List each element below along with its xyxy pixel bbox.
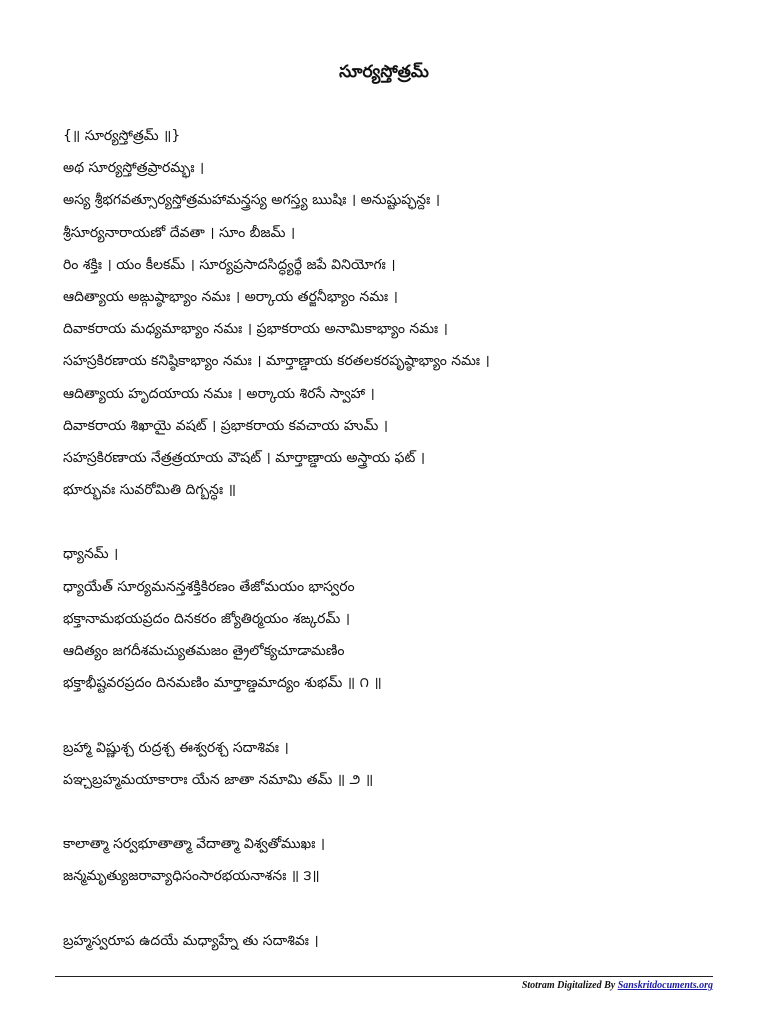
text-line: అస్య శ్రీభగవత్సూర్యస్తోత్రమహామన్త్రస్య అగస్త్య ఋషిః । అనుష్టుప్ఛన్దః । [63,192,441,209]
verse-line: జన్మమృత్యుజరావ్యాధిసంసారభయనాశనః ॥ ౩॥ [63,868,320,885]
stotra-body [63,120,753,989]
section-heading: ధ్యానమ్ । [63,546,119,563]
footer-divider [55,976,713,977]
stanza-dhyanam [63,538,753,699]
stanza-verse-3 [63,828,753,892]
sanskritdocuments-link[interactable]: Sanskritdocuments.org [617,980,713,991]
verse-line: ధ్యాయేత్ సూర్యమనన్తశక్తికిరణం తేజోమయం భాస్వరం [63,578,355,595]
stotra-heading: {॥ సూర్యస్తోత్రమ్ ॥} [63,128,181,144]
text-line: సహస్రకిరణాయ నేత్రత్రయాయ వౌషట్ । మార్తాణ్డాయ అస్త్రాయ ఫట్ । [63,449,426,466]
stanza-verse-2 [63,732,753,796]
text-line: దివాకరాయ శిఖాయై వషట్ । ప్రభాకరాయ కవచాయ హుమ్ । [63,417,389,434]
text-line: దివాకరాయ మధ్యమాభ్యాం నమః । ప్రభాకరాయ అనామికాభ్యాం నమః । [63,321,448,338]
verse-line: భక్తానామభయప్రదం దినకరం జ్యోతిర్మయం శఙ్కరమ్ । [63,610,351,627]
footer-credit-text: Stotram Digitalized By [521,980,618,991]
verse-line: బ్రహ్మా విష్ణుశ్చ రుద్రశ్చ ఈశ్వరశ్చ సదాశివః । [63,739,289,756]
verse-line: ఆదిత్యం జగదీశమచ్యుతమజం త్రైలోక్యచూడామణిం [63,643,345,659]
text-line: శ్రీసూర్యనారాయణో దేవతా । సూం బీజమ్ । [63,224,296,241]
page-title: సూర్యస్తోత్రమ్ [339,62,429,82]
footer [522,980,713,992]
text-line: సహస్రకిరణాయ కనిష్ఠికాభ్యాం నమః । మార్తాణ్డాయ కరతలకరపృష్ఠాభ్యాం నమః । [63,353,490,370]
stanza-invocation [63,120,753,506]
text-line: అథ సూర్యస్తోత్రప్రారమ్భః । [63,160,205,177]
verse-line: భక్తాభీష్టవరప్రదం దినమణిం మార్తాణ్డమాద్యం శుభమ్ ॥ ౧ ॥ [63,675,382,692]
verse-line: బ్రహ్మస్వరూప ఉదయే మధ్యాహ్నే తు సదాశివః । [63,932,319,949]
text-line: రిం శక్తిః । యం కీలకమ్ । సూర్యప్రసాదసిద్ధ్యర్థే జపే వినియోగః । [63,256,396,273]
stanza-verse-4 [63,925,753,957]
text-line: ఆదిత్యాయ అఙ్గుష్ఠాభ్యాం నమః । అర్కాయ తర్జనీభ్యాం నమః । [63,288,398,305]
text-line: భూర్భువః సువరోమితి దిగ్బన్ధః ॥ [63,482,236,499]
verse-line: పఞ్చబ్రహ్మమయాకారాః యేన జాతా నమామి తమ్ ॥ ౨ ॥ [63,771,374,788]
text-line: ఆదిత్యాయ హృదయాయ నమః । అర్కాయ శిరసే స్వాహా । [63,385,375,402]
verse-line: కాలాత్మా సర్వభూతాత్మా వేదాత్మా విశ్వతోముఖః । [63,836,326,853]
